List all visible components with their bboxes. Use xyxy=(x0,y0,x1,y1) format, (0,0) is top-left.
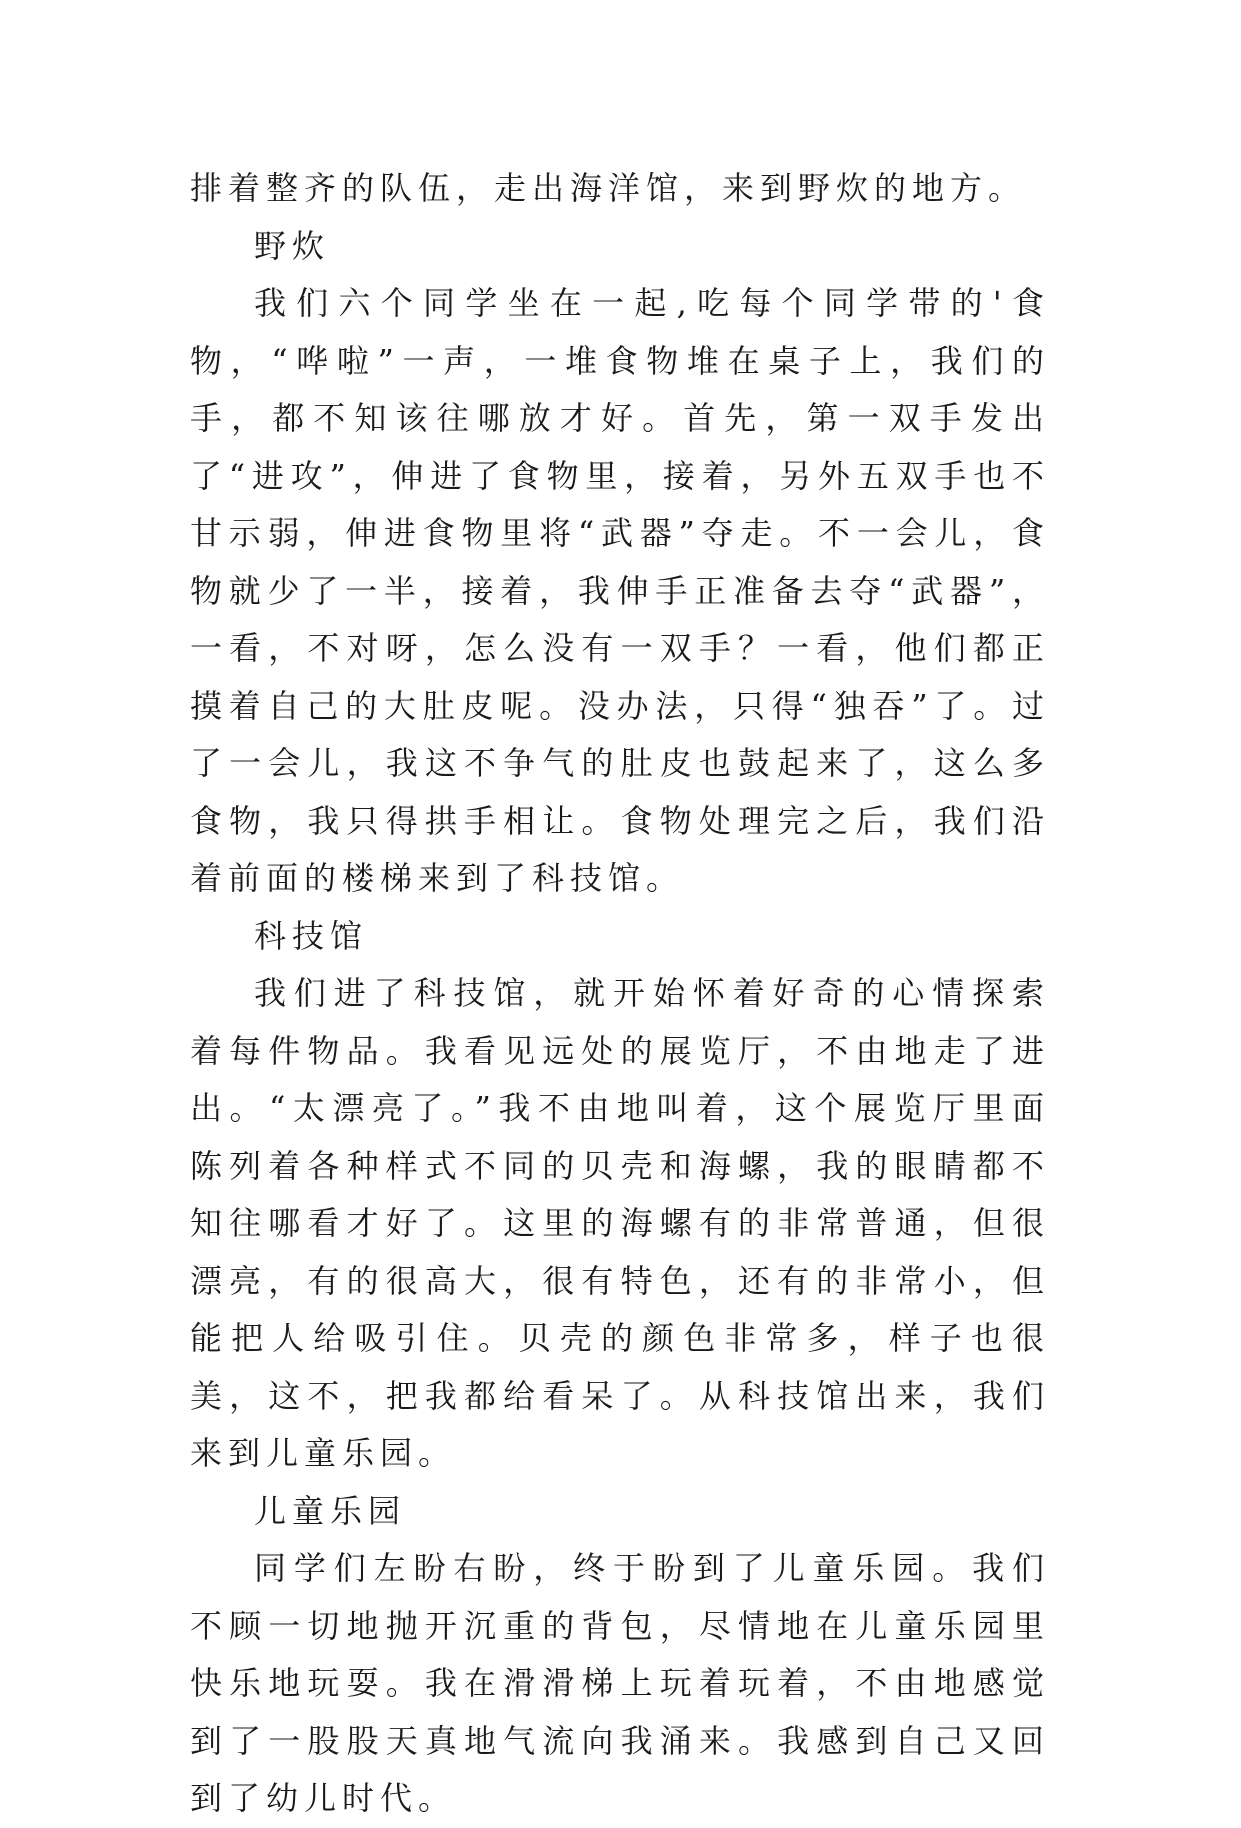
paragraph-playground: 同学们左盼右盼，终于盼到了儿童乐园。我们不顾一切地抛开沉重的背包，尽情地在儿童乐园里快乐地玩耍。我在滑滑梯上玩着玩着，不由地感觉到了一股股天真地气流向我涌来。我感到自己又回到了幼儿时代。 xyxy=(190,1549,1050,1817)
paragraph-continuation: 排着整齐的队伍，走出海洋馆，来到野炊的地方。 xyxy=(190,169,1027,207)
paragraph-picnic: 我们六个同学坐在一起,吃每个同学带的'食物，“哗啦”一声，一堆食物堆在桌子上，我们的手，都不知该往哪放才好。首先，第一双手发出了“进攻”，伸进了食物里，接着，另外五双手也不甘示弱，伸进食物里将“武器”夺走。不一会儿，食物就少了一半，接着，我伸手正准备去夺“武器”，一看，不对呀，怎么没有一双手？一看，他们都正摸着自己的大肚皮呢。没办法，只得“独吞”了。过了一会儿，我这不争气的肚皮也鼓起来了，这么多食物，我只得拱手相让。食物处理完之后，我们沿着前面的楼梯来到了科技馆。 xyxy=(190,284,1050,897)
paragraph-science-museum: 我们进了科技馆，就开始怀着好奇的心情探索着每件物品。我看见远处的展览厅，不由地走了进出。“太漂亮了。”我不由地叫着，这个展览厅里面陈列着各种样式不同的贝壳和海螺，我的眼睛都不知往哪看才好了。这里的海螺有的非常普通，但很漂亮，有的很高大，很有特色，还有的非常小，但能把人给吸引住。贝壳的颜色非常多，样子也很美，这不，把我都给看呆了。从科技馆出来，我们来到儿童乐园。 xyxy=(190,974,1050,1472)
section-heading-playground: 儿童乐园 xyxy=(254,1491,407,1530)
document-body xyxy=(190,160,1050,1828)
section-heading-science-museum: 科技馆 xyxy=(254,916,369,955)
section-heading-picnic: 野炊 xyxy=(254,226,331,265)
